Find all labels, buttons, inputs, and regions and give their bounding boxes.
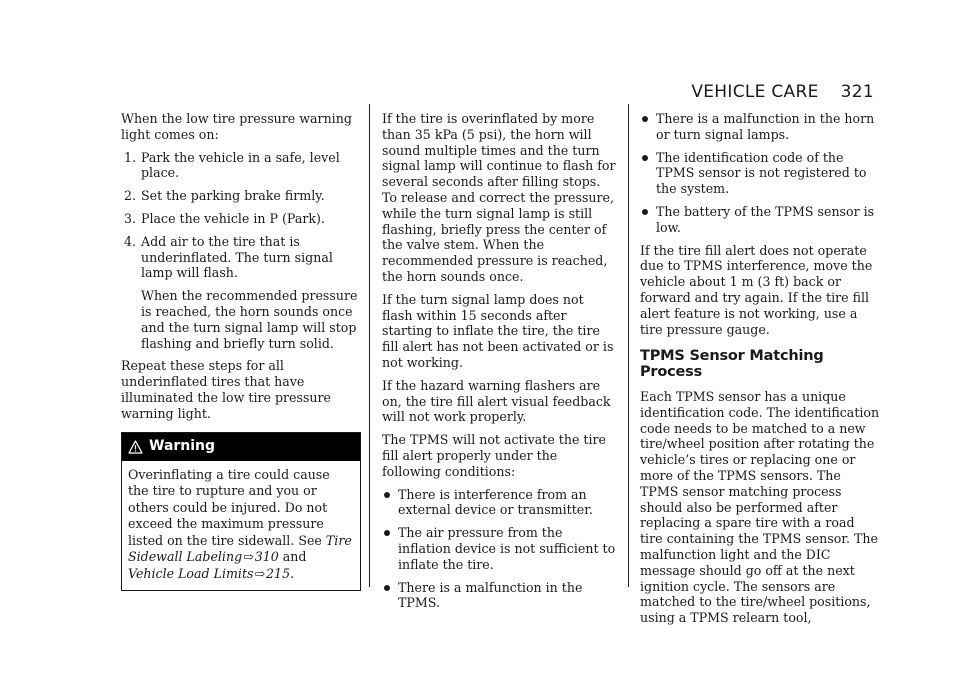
warning-and: and [282, 549, 307, 565]
bullet-text: The air pressure from the inflation device is not sufficient to inflate the tire. [398, 525, 616, 572]
conditions-list-continued [640, 111, 880, 236]
column-divider [369, 104, 370, 587]
paragraph: If the tire is overinflated by more than 35 kPa (5 psi), the horn will sound multiple times and the turn signal lamp will continue to flash for several seconds after filling stops. To release and correct the pressure, while the turn signal lamp is still flashing, briefly press the center of the valve stem. When the recommended pressure is reached, the horn sounds once. [382, 111, 616, 284]
bullet-text: The identification code of the TPMS sensor is not registered to the system. [656, 149, 867, 197]
bullet-icon [384, 492, 390, 498]
step-text: Place the vehicle in P (Park). [141, 210, 325, 226]
paragraph: If the hazard warning flashers are on, the tire fill alert visual feedback will not work properly. [382, 377, 611, 425]
warning-body [122, 461, 360, 591]
step-subtext: When the recommended pressure is reached, the horn sounds once and the turn signal lamp will stop flashing and briefly turn solid. [141, 288, 358, 351]
xref-page: 310 [254, 549, 279, 565]
section-title: VEHICLE CARE [691, 82, 819, 102]
list-item [121, 188, 361, 204]
bullet-text: There is interference from an external device or transmitter. [398, 486, 593, 518]
list-item [382, 525, 616, 572]
column-1 [121, 111, 361, 591]
page-number: 321 [840, 82, 874, 102]
warning-triangle-icon [128, 440, 143, 454]
bullet-icon [642, 116, 648, 122]
warning-header [122, 433, 360, 461]
xref-title: Tire Sidewall Labeling [128, 532, 352, 565]
section-heading: TPMS Sensor Matching Process [640, 348, 824, 381]
list-item [640, 204, 880, 236]
xref-vehicle-load-limits[interactable] [128, 566, 290, 581]
bullet-icon [384, 530, 390, 536]
bullet-text: There is a malfunction in the TPMS. [398, 579, 583, 611]
bullet-icon [384, 585, 390, 591]
paragraph: If the turn signal lamp does not flash within 15 seconds after starting to inflate the tire, the tire fill alert has not been activated or is not working. [382, 291, 614, 370]
warning-period: . [290, 565, 295, 581]
list-item [121, 234, 361, 352]
bullet-icon [642, 155, 648, 161]
list-item [382, 487, 616, 519]
bullet-text: There is a malfunction in the horn or turn signal lamps. [656, 111, 875, 142]
column-3 [640, 111, 880, 633]
list-item [121, 150, 361, 182]
warning-text: Overinflating a tire could cause the tire to rupture and you or others could be injured. Do not exceed the maximum pressure listed on the tire sidewall. See [128, 466, 330, 548]
step-number: 3. [124, 210, 137, 226]
step-text: Add air to the tire that is underinflated. The turn signal lamp will flash. [141, 233, 333, 281]
xref-page: 215 [266, 565, 291, 581]
bullet-text: The battery of the TPMS sensor is low. [656, 203, 875, 235]
conditions-list [382, 487, 616, 612]
step-number: 4. [124, 233, 137, 249]
paragraph: If the tire fill alert does not operate due to TPMS interference, move the vehicle about 1 m (3 ft) back or forward and try again. If the tire fill alert feature is not working, use a tire pressure gauge. [640, 242, 873, 337]
column-2 [382, 111, 616, 618]
repeat-paragraph: Repeat these steps for all underinflated tires that have illuminated the low tire pressure warning light. [121, 358, 331, 421]
step-number: 2. [124, 188, 137, 204]
page-ref-arrow-icon: ⇨ [243, 549, 254, 565]
column-divider [628, 104, 629, 587]
list-item [382, 580, 616, 612]
list-item [121, 211, 361, 227]
warning-title: Warning [149, 437, 216, 454]
paragraph: The TPMS will not activate the tire fill alert properly under the following conditions: [382, 432, 606, 479]
list-item [640, 150, 880, 197]
step-text: Set the parking brake firmly. [141, 188, 325, 204]
page-ref-arrow-icon: ⇨ [254, 565, 266, 581]
step-number: 1. [124, 149, 137, 165]
steps-list [121, 150, 361, 352]
page-header [691, 82, 874, 102]
intro-paragraph: When the low tire pressure warning light comes on: [121, 111, 352, 142]
list-item [640, 111, 880, 143]
paragraph: Each TPMS sensor has a unique identification code. The identification code needs to be matched to a new tire/wheel position after rotating the vehicle’s tires or replacing one or more of the TPMS sensors. The TPMS sensor matching process should also be performed after replacing a spare tire with a road tire containing the TPMS sensor. The malfunction light and the DIC message should go off at the next ignition cycle. The sensors are matched to the tire/wheel positions, using a TPMS relearn tool, [640, 388, 880, 626]
step-text: Park the vehicle in a safe, level place. [141, 149, 340, 181]
xref-title: Vehicle Load Limits [128, 565, 254, 581]
bullet-icon [642, 209, 648, 215]
warning-box [121, 432, 361, 592]
